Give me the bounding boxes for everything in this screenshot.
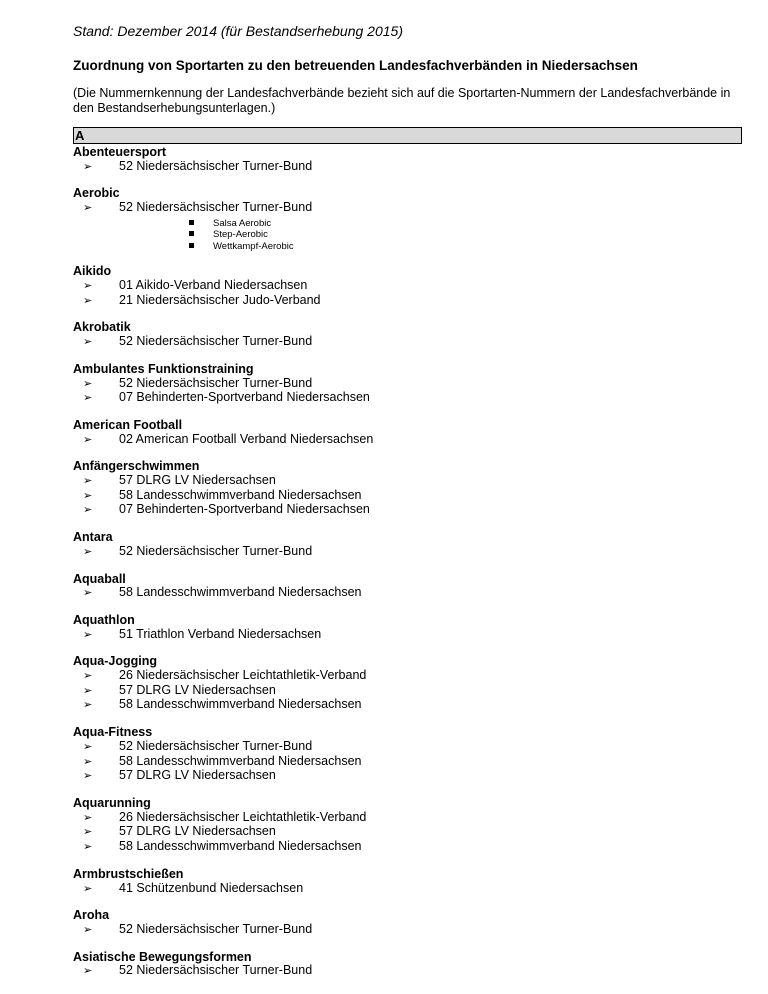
federation-label: 52 Niedersächsischer Turner-Bund bbox=[119, 543, 313, 558]
sport-entry bbox=[73, 363, 743, 406]
sport-name: Asiatische Bewegungsformen bbox=[73, 949, 252, 964]
federation-item bbox=[73, 335, 743, 350]
sport-entry bbox=[73, 797, 743, 855]
sport-name: Aquarunning bbox=[73, 796, 151, 810]
federation-item bbox=[73, 964, 743, 979]
federation-label: 51 Triathlon Verband Niedersachsen bbox=[119, 626, 322, 641]
federation-item bbox=[73, 840, 743, 855]
sub-discipline-label: Step-Aerobic bbox=[213, 229, 268, 241]
arrow-bullet-icon: ➢ bbox=[83, 965, 93, 978]
federation-label: 01 Aikido-Verband Niedersachsen bbox=[119, 278, 308, 293]
arrow-bullet-icon: ➢ bbox=[83, 489, 93, 502]
federation-label: 07 Behinderten-Sportverband Niedersachsen bbox=[119, 390, 370, 405]
square-bullet-icon bbox=[189, 243, 194, 248]
arrow-bullet-icon: ➢ bbox=[83, 755, 93, 768]
sport-entry bbox=[73, 419, 743, 447]
arrow-bullet-icon: ➢ bbox=[83, 684, 93, 697]
federation-item bbox=[73, 684, 743, 699]
sub-discipline-item bbox=[189, 241, 743, 253]
sport-name: Abenteuersport bbox=[73, 145, 167, 159]
federation-item bbox=[73, 811, 743, 826]
federation-label: 58 Landesschwimmverband Niedersachsen bbox=[119, 839, 362, 854]
square-bullet-icon bbox=[189, 220, 194, 225]
federation-item bbox=[73, 586, 743, 601]
federation-label: 52 Niedersächsischer Turner-Bund bbox=[119, 375, 313, 390]
federation-item bbox=[73, 698, 743, 713]
document-title: Zuordnung von Sportarten zu den betreuenden Landesfachverbänden in Niedersachsen bbox=[73, 58, 638, 73]
sport-entry bbox=[73, 187, 743, 252]
sport-name: Aqua-Jogging bbox=[73, 654, 158, 669]
federation-item bbox=[73, 669, 743, 684]
sport-entry bbox=[73, 146, 743, 174]
arrow-bullet-icon: ➢ bbox=[83, 433, 93, 446]
sport-entry bbox=[73, 614, 743, 642]
arrow-bullet-icon: ➢ bbox=[83, 923, 93, 936]
sport-entry bbox=[73, 573, 743, 601]
arrow-bullet-icon: ➢ bbox=[83, 841, 93, 854]
arrow-bullet-icon: ➢ bbox=[83, 882, 93, 895]
sport-entry bbox=[73, 868, 743, 896]
federation-item bbox=[73, 377, 743, 392]
arrow-bullet-icon: ➢ bbox=[83, 392, 93, 405]
federation-label: 41 Schützenbund Niedersachsen bbox=[119, 880, 304, 895]
federation-item bbox=[73, 545, 743, 560]
stand-date: Stand: Dezember 2014 (für Bestandserhebung 2015) bbox=[73, 23, 403, 39]
federation-label: 21 Niedersächsischer Judo-Verband bbox=[119, 292, 321, 307]
federation-label: 07 Behinderten-Sportverband Niedersachsen bbox=[119, 502, 370, 517]
federation-label: 26 Niedersächsischer Leichtathletik-Verband bbox=[119, 668, 367, 683]
arrow-bullet-icon: ➢ bbox=[83, 504, 93, 517]
arrow-bullet-icon: ➢ bbox=[83, 826, 93, 839]
federation-item bbox=[73, 474, 743, 489]
sport-name: Armbrustschießen bbox=[73, 866, 184, 881]
federation-label: 57 DLRG LV Niedersachsen bbox=[119, 682, 276, 697]
arrow-bullet-icon: ➢ bbox=[83, 670, 93, 683]
sport-entry bbox=[73, 909, 743, 937]
sport-name: Aqua-Fitness bbox=[73, 725, 153, 740]
federation-item bbox=[73, 391, 743, 406]
federation-item bbox=[73, 628, 743, 643]
arrow-bullet-icon: ➢ bbox=[83, 811, 93, 824]
federation-label: 57 DLRG LV Niedersachsen bbox=[119, 473, 276, 488]
federation-label: 52 Niedersächsischer Turner-Bund bbox=[119, 334, 313, 349]
arrow-bullet-icon: ➢ bbox=[83, 587, 93, 600]
federation-label: 52 Niedersächsischer Turner-Bund bbox=[119, 158, 313, 173]
sport-entry bbox=[73, 531, 743, 559]
federation-label: 57 DLRG LV Niedersachsen bbox=[119, 824, 276, 839]
sport-name: Ambulantes Funktionstraining bbox=[73, 361, 254, 376]
sub-discipline-item bbox=[189, 229, 743, 241]
sport-entry bbox=[73, 726, 743, 784]
sub-discipline-item bbox=[189, 218, 743, 230]
federation-item bbox=[73, 503, 743, 518]
arrow-bullet-icon: ➢ bbox=[83, 280, 93, 293]
federation-item bbox=[73, 294, 743, 309]
sport-name: Aroha bbox=[73, 908, 110, 923]
federation-label: 26 Niedersächsischer Leichtathletik-Verband bbox=[119, 809, 367, 824]
arrow-bullet-icon: ➢ bbox=[83, 160, 93, 173]
sport-name: Aikido bbox=[73, 264, 112, 279]
sub-discipline-label: Wettkampf-Aerobic bbox=[213, 240, 294, 252]
federation-item bbox=[73, 489, 743, 504]
sport-name: Anfängerschwimmen bbox=[73, 459, 200, 474]
sport-entry-list bbox=[73, 146, 743, 979]
sub-discipline-list bbox=[73, 218, 743, 253]
federation-item bbox=[73, 882, 743, 897]
sport-name: Antara bbox=[73, 530, 113, 545]
federation-label: 02 American Football Verband Niedersachsen bbox=[119, 431, 374, 446]
federation-label: 57 DLRG LV Niedersachsen bbox=[119, 768, 276, 783]
arrow-bullet-icon: ➢ bbox=[83, 740, 93, 753]
federation-item bbox=[73, 755, 743, 770]
section-letter-bar bbox=[73, 127, 742, 144]
square-bullet-icon bbox=[189, 231, 194, 236]
arrow-bullet-icon: ➢ bbox=[83, 545, 93, 558]
federation-item bbox=[73, 825, 743, 840]
section-letter: A bbox=[75, 128, 85, 143]
sport-name: Aquathlon bbox=[73, 612, 135, 627]
federation-label: 52 Niedersächsischer Turner-Bund bbox=[119, 963, 313, 978]
arrow-bullet-icon: ➢ bbox=[83, 699, 93, 712]
arrow-bullet-icon: ➢ bbox=[83, 377, 93, 390]
sub-discipline-label: Salsa Aerobic bbox=[213, 217, 272, 229]
sport-name: American Football bbox=[73, 417, 183, 432]
sport-name: Aquaball bbox=[73, 571, 126, 586]
sport-entry bbox=[73, 460, 743, 518]
federation-label: 52 Niedersächsischer Turner-Bund bbox=[119, 738, 313, 753]
sport-name: Akrobatik bbox=[73, 320, 131, 335]
federation-item bbox=[73, 740, 743, 755]
federation-label: 52 Niedersächsischer Turner-Bund bbox=[119, 200, 313, 215]
arrow-bullet-icon: ➢ bbox=[83, 336, 93, 349]
arrow-bullet-icon: ➢ bbox=[83, 202, 93, 215]
document-note: (Die Nummernkennung der Landesfachverbände bezieht sich auf die Sportarten-Nummern der Landesfachverbände in den Bestandserhebungsunterlagen.) bbox=[73, 86, 731, 115]
federation-label: 58 Landesschwimmverband Niedersachsen bbox=[119, 697, 362, 712]
sport-name: Aerobic bbox=[73, 186, 120, 201]
federation-item bbox=[73, 279, 743, 294]
federation-label: 58 Landesschwimmverband Niedersachsen bbox=[119, 585, 362, 600]
sport-entry bbox=[73, 951, 743, 979]
federation-item bbox=[73, 769, 743, 784]
arrow-bullet-icon: ➢ bbox=[83, 628, 93, 641]
sport-entry bbox=[73, 321, 743, 349]
federation-item bbox=[73, 433, 743, 448]
federation-label: 52 Niedersächsischer Turner-Bund bbox=[119, 921, 313, 936]
federation-label: 58 Landesschwimmverband Niedersachsen bbox=[119, 487, 362, 502]
arrow-bullet-icon: ➢ bbox=[83, 770, 93, 783]
sport-entry bbox=[73, 265, 743, 308]
federation-item bbox=[73, 201, 743, 216]
federation-label: 58 Landesschwimmverband Niedersachsen bbox=[119, 753, 362, 768]
federation-item bbox=[73, 923, 743, 938]
document-page bbox=[73, 22, 743, 992]
sport-entry bbox=[73, 655, 743, 713]
arrow-bullet-icon: ➢ bbox=[83, 475, 93, 488]
arrow-bullet-icon: ➢ bbox=[83, 294, 93, 307]
federation-item bbox=[73, 160, 743, 175]
